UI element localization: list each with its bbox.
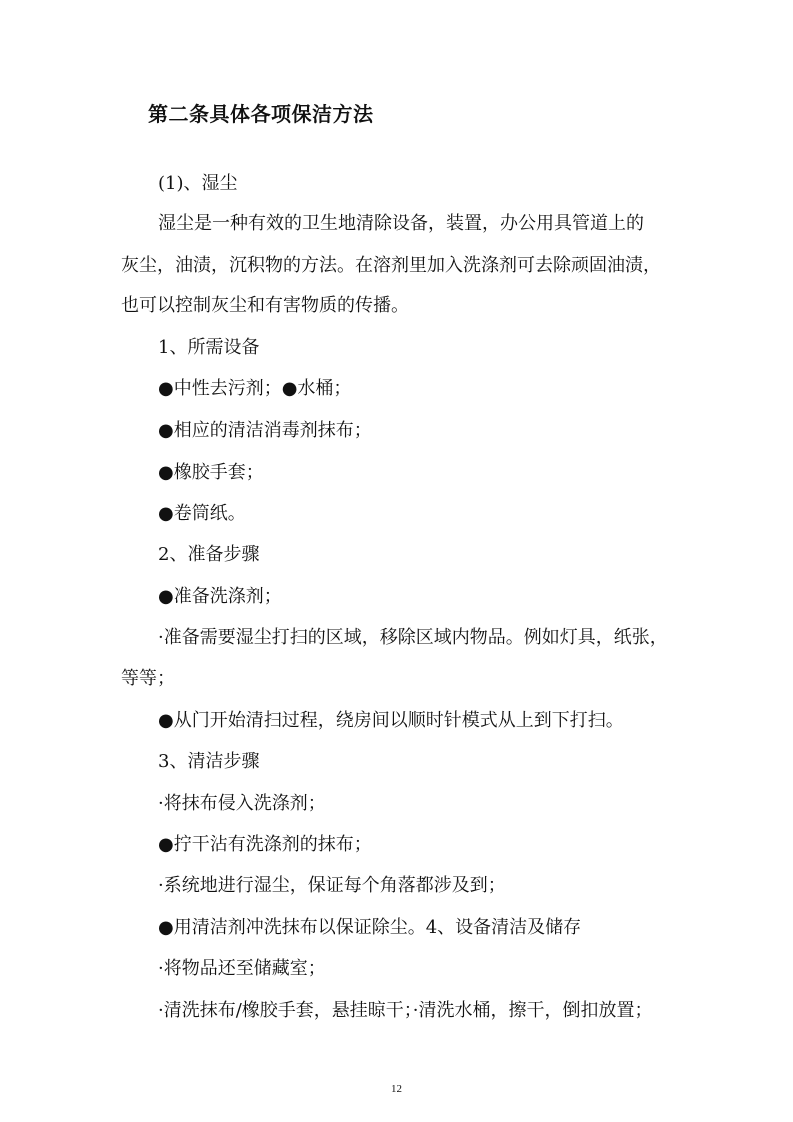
list-item: ●相应的清洁消毒剂抹布； (158, 420, 372, 441)
list-item-continuation: 等等； (121, 668, 175, 689)
list-item: ●准备洗涤剂； (158, 586, 282, 607)
paragraph-line: 湿尘是一种有效的卫生地清除设备，装置，办公用具管道上的 (158, 213, 644, 234)
paragraph-line: 也可以控制灰尘和有害物质的传播。 (121, 295, 409, 316)
section-heading: 第二条具体各项保洁方法 (148, 102, 374, 126)
list-heading: 3、清洁步骤 (158, 751, 260, 772)
list-item: ·将物品还至储藏室； (158, 958, 326, 979)
list-item: ●卷筒纸。 (158, 503, 246, 524)
paragraph-line: 灰尘，油渍，沉积物的方法。在溶剂里加入洗涤剂可去除顽固油渍， (121, 255, 661, 276)
list-item: ●中性去污剂；●水桶； (158, 378, 352, 399)
list-item: ●用清洁剂冲洗抹布以保证除尘。4、设备清洁及储存 (158, 917, 582, 938)
list-item: ·系统地进行湿尘，保证每个角落都涉及到； (158, 875, 506, 896)
list-item: ·将抹布侵入洗涤剂； (158, 793, 326, 814)
list-heading: 2、准备步骤 (158, 544, 260, 565)
subsection-title: (1)、湿尘 (158, 173, 238, 194)
list-item: ●拧干沾有洗涤剂的抹布； (158, 834, 372, 855)
list-item: ·准备需要湿尘打扫的区域，移除区域内物品。例如灯具，纸张， (158, 627, 668, 648)
list-item: ●橡胶手套； (158, 462, 264, 483)
list-heading: 1、所需设备 (158, 337, 260, 358)
list-item: ●从门开始清扫过程，绕房间以顺时针模式从上到下打扫。 (158, 710, 624, 731)
list-item: ·清洗抹布/橡胶手套，悬挂晾干；·清洗水桶，擦干，倒扣放置； (158, 1000, 653, 1021)
page-number: 12 (391, 1083, 402, 1095)
